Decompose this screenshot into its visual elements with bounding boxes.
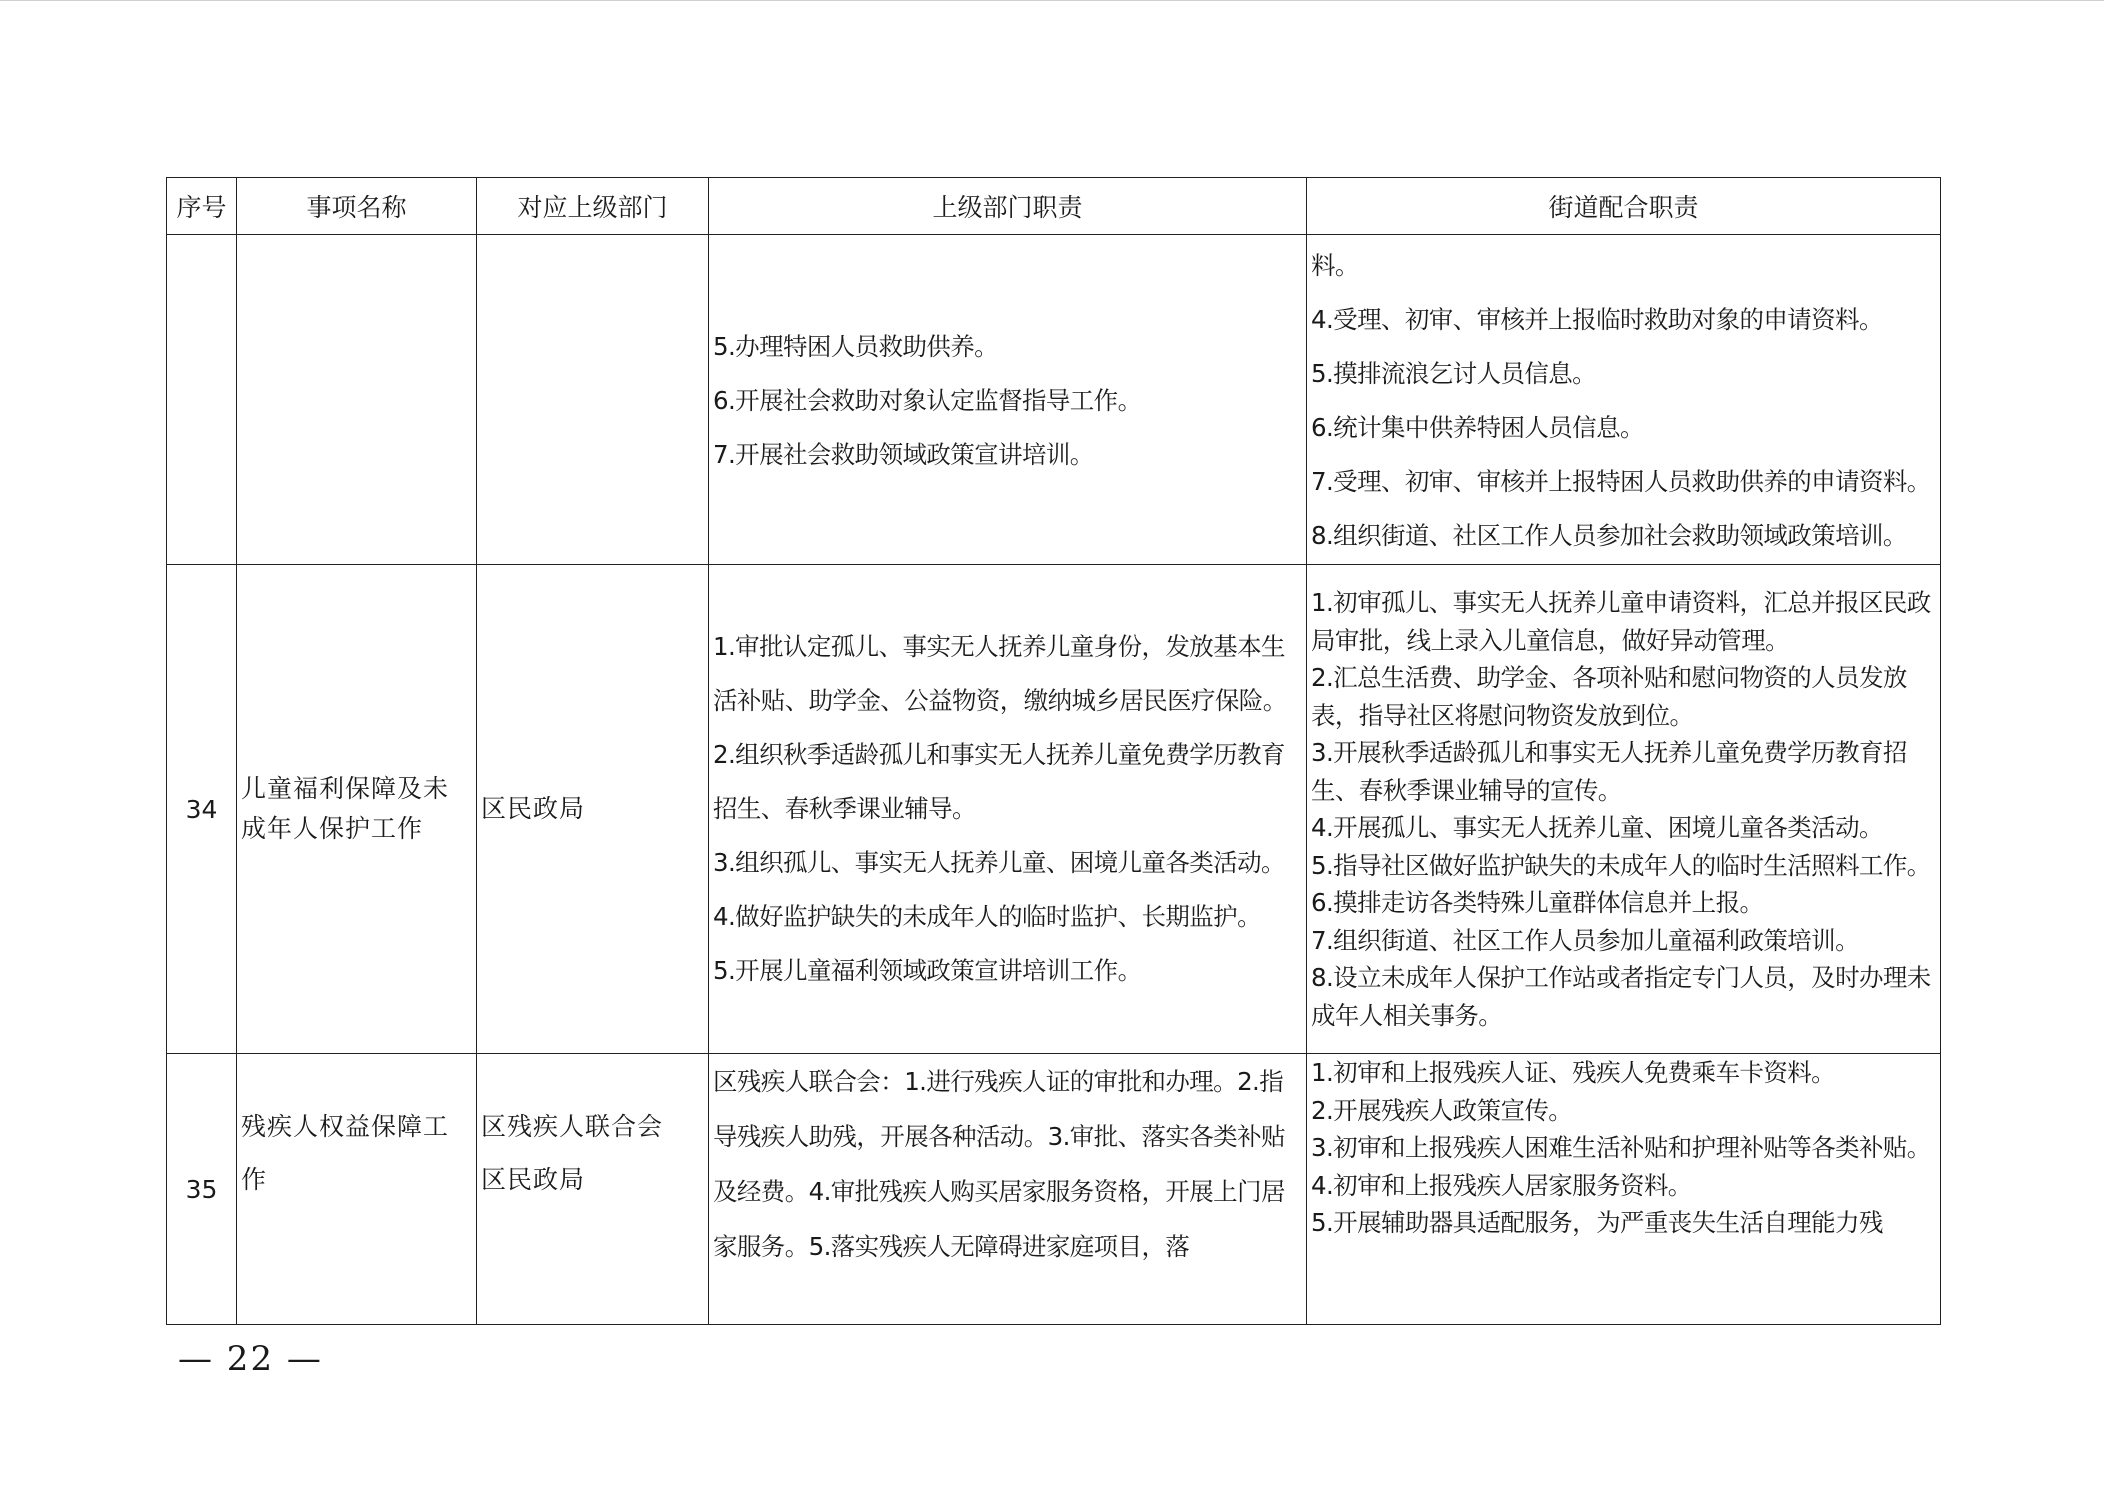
duty-item: 4.初审和上报残疾人居家服务资料。 bbox=[1311, 1170, 1692, 1200]
table-row bbox=[167, 1054, 1941, 1325]
duty-item: 3.组织孤儿、事实无人抚养儿童、困境儿童各类活动。 bbox=[713, 848, 1285, 877]
page-number: — 22 — bbox=[178, 1339, 323, 1379]
duty-item: 2.汇总生活费、助学金、各项补贴和慰问物资的人员发放表，指导社区将慰问物资发放到位。 bbox=[1311, 663, 1907, 730]
street-duties-cell bbox=[1307, 565, 1941, 1054]
duty-item: 7.组织街道、社区工作人员参加儿童福利政策培训。 bbox=[1311, 925, 1859, 955]
item-name: 儿童福利保障及未成年人保护工作 bbox=[241, 774, 450, 843]
header-seq: 序号 bbox=[167, 178, 237, 235]
duty-item: 1.审批认定孤儿、事实无人抚养儿童身份，发放基本生活补贴、助学金、公益物资，缴纳城乡居民医疗保险。 bbox=[713, 632, 1287, 715]
table-header-row bbox=[167, 178, 1941, 235]
duty-item: 1.初审和上报残疾人证、残疾人免费乘车卡资料。 bbox=[1311, 1058, 1836, 1087]
street-duties-cell bbox=[1307, 235, 1941, 565]
dept-name: 区残疾人联合会 bbox=[481, 1112, 664, 1141]
duty-item: 4.开展孤儿、事实无人抚养儿童、困境儿童各类活动。 bbox=[1311, 813, 1883, 842]
row-seq-cell: 35 bbox=[167, 1054, 237, 1325]
header-upper-dept: 对应上级部门 bbox=[477, 178, 709, 235]
duty-item: 2.开展残疾人政策宣传。 bbox=[1311, 1095, 1573, 1125]
duty-item: 1.初审孤儿、事实无人抚养儿童申请资料，汇总并报区民政局审批，线上录入儿童信息，做好异动管理。 bbox=[1311, 588, 1931, 655]
header-item-name: 事项名称 bbox=[237, 178, 477, 235]
row-name-cell bbox=[237, 565, 477, 1054]
duty-item: 3.开展秋季适龄孤儿和事实无人抚养儿童免费学历教育招生、春秋季课业辅导的宣传。 bbox=[1311, 738, 1907, 805]
duty-item: 6.摸排走访各类特殊儿童群体信息并上报。 bbox=[1311, 888, 1764, 917]
duty-line: 7.开展社会救助领域政策宣讲培训。 bbox=[713, 440, 1094, 469]
item-name: 残疾人权益保障工作 bbox=[241, 1112, 450, 1194]
row-dept-cell bbox=[477, 565, 709, 1054]
duty-line: 7.受理、初审、审核并上报特困人员救助供养的申请资料。 bbox=[1311, 467, 1931, 496]
duty-line: 料。 bbox=[1311, 251, 1359, 280]
row-seq-cell: 34 bbox=[167, 565, 237, 1054]
duty-item: 8.设立未成年人保护工作站或者指定专门人员，及时办理未成年人相关事务。 bbox=[1311, 963, 1931, 1030]
duty-line: 5.摸排流浪乞讨人员信息。 bbox=[1311, 359, 1597, 388]
table-row bbox=[167, 235, 1941, 565]
table-row bbox=[167, 565, 1941, 1054]
duty-line: 6.开展社会救助对象认定监督指导工作。 bbox=[713, 386, 1142, 415]
header-street-duties: 街道配合职责 bbox=[1307, 178, 1941, 235]
duty-line: 8.组织街道、社区工作人员参加社会救助领域政策培训。 bbox=[1311, 521, 1907, 550]
upper-duties-cell: 区残疾人联合会：1.进行残疾人证的审批和办理。2.指导残疾人助残，开展各种活动。3.审批、落实各类补贴及经费。4.审批残疾人购买居家服务资格，开展上门居家服务。5.落实残疾人无障碍进家庭项目，落 bbox=[709, 1054, 1307, 1325]
upper-duties-cell bbox=[709, 565, 1307, 1054]
row-name-cell bbox=[237, 1054, 477, 1325]
row-name-cell bbox=[237, 235, 477, 565]
duty-item: 2.组织秋季适龄孤儿和事实无人抚养儿童免费学历教育招生、春秋季课业辅导。 bbox=[713, 740, 1285, 823]
row-dept-cell bbox=[477, 1054, 709, 1325]
row-seq-cell bbox=[167, 235, 237, 565]
row-dept-cell bbox=[477, 235, 709, 565]
duty-line: 6.统计集中供养特困人员信息。 bbox=[1311, 413, 1644, 442]
duty-item: 4.做好监护缺失的未成年人的临时监护、长期监护。 bbox=[713, 902, 1261, 931]
duty-item: 5.指导社区做好监护缺失的未成年人的临时生活照料工作。 bbox=[1311, 850, 1931, 880]
dept-name: 区民政局 bbox=[481, 794, 586, 823]
dept-name: 区民政局 bbox=[481, 1165, 586, 1194]
duty-line: 5.办理特困人员救助供养。 bbox=[713, 332, 999, 361]
duty-table bbox=[166, 177, 1941, 1325]
duty-line: 4.受理、初审、审核并上报临时救助对象的申请资料。 bbox=[1311, 305, 1883, 334]
street-duties-cell bbox=[1307, 1054, 1941, 1325]
upper-duties-cell bbox=[709, 235, 1307, 565]
duty-item: 3.初审和上报残疾人困难生活补贴和护理补贴等各类补贴。 bbox=[1311, 1133, 1931, 1162]
header-upper-duties: 上级部门职责 bbox=[709, 178, 1307, 235]
duty-item: 5.开展辅助器具适配服务，为严重丧失生活自理能力残 bbox=[1311, 1208, 1883, 1237]
duty-item: 5.开展儿童福利领域政策宣讲培训工作。 bbox=[713, 956, 1142, 985]
